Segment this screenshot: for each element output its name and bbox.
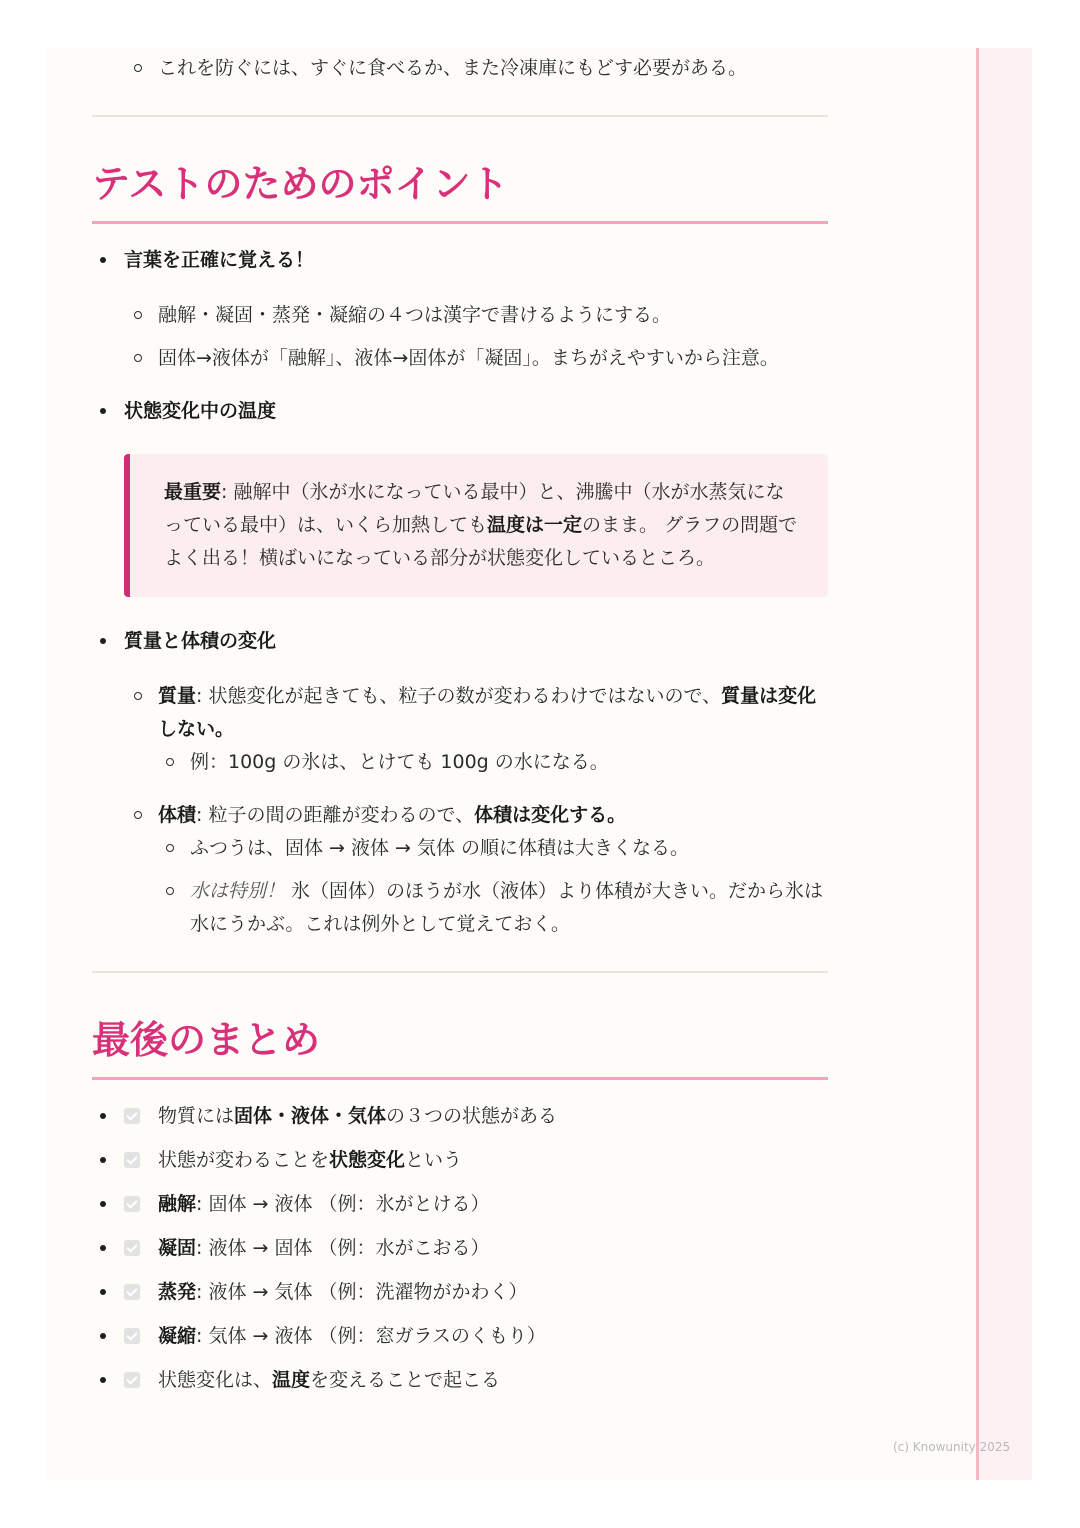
checkbox-checked-icon[interactable] bbox=[124, 1328, 140, 1344]
checklist-item bbox=[92, 1320, 828, 1353]
checkbox-checked-icon[interactable] bbox=[124, 1108, 140, 1124]
list-item bbox=[92, 832, 828, 865]
checklist-text: 物質には bbox=[158, 1105, 235, 1127]
checklist-item bbox=[92, 1100, 828, 1133]
checklist-emphasis: 凝縮 bbox=[158, 1325, 197, 1347]
checklist-item bbox=[92, 1276, 828, 1309]
checklist-emphasis: 固体・液体・気体 bbox=[234, 1105, 387, 1127]
checklist-text: 状態が変わることを bbox=[158, 1149, 330, 1171]
section-heading: 最後のまとめ bbox=[92, 1015, 828, 1080]
checklist-item bbox=[92, 1188, 828, 1221]
list-item-label: 質量と体積の変化 bbox=[124, 630, 277, 652]
list-item bbox=[92, 875, 828, 941]
list-item bbox=[92, 52, 828, 85]
checkbox-checked-icon[interactable] bbox=[124, 1284, 140, 1300]
checklist-item bbox=[92, 1144, 828, 1177]
list-item-text: 例：100g の氷は、とけても 100g の水になる。 bbox=[190, 751, 609, 773]
list-item bbox=[92, 244, 828, 277]
checklist-emphasis: 状態変化 bbox=[329, 1149, 406, 1171]
checklist-text: 状態変化は、 bbox=[158, 1369, 273, 1391]
list-item bbox=[92, 625, 828, 658]
callout-text: のまま。 グラフの問題でよく出る！横ばいになっている部分が状態変化しているところ。 bbox=[164, 514, 798, 569]
list-item-text: : 状態変化が起きても、粒子の数が変わるわけではないので、 bbox=[196, 685, 722, 707]
checklist-text: という bbox=[405, 1149, 463, 1171]
list-item-label: 状態変化中の温度 bbox=[124, 400, 277, 422]
list-item-text: : 粒子の間の距離が変わるので、 bbox=[196, 804, 475, 826]
callout-text: : 融解中（氷が水になっている最中）と、沸騰中（水が水蒸気になっている最中）は、いくら加熱しても bbox=[164, 481, 785, 536]
list-item bbox=[92, 395, 828, 428]
divider bbox=[92, 115, 828, 117]
summary-checklist bbox=[92, 1100, 828, 1397]
checkbox-checked-icon[interactable] bbox=[124, 1372, 140, 1388]
list-item bbox=[92, 746, 828, 779]
list-item bbox=[92, 342, 828, 375]
list-item bbox=[92, 799, 828, 832]
checkbox-checked-icon[interactable] bbox=[124, 1196, 140, 1212]
callout-emphasis: 最重要 bbox=[164, 481, 222, 503]
checklist-text: : 気体 → 液体 （例：窓ガラスのくもり） bbox=[196, 1325, 546, 1347]
checklist-item bbox=[92, 1364, 828, 1397]
list-item-text: 氷（固体）のほうが水（液体）より体積が大きい。だから氷は水にうかぶ。これは例外として覚えておく。 bbox=[190, 880, 824, 935]
checklist-text: : 液体 → 固体 （例：水がこおる） bbox=[196, 1237, 490, 1259]
list-item bbox=[92, 299, 828, 332]
checkbox-checked-icon[interactable] bbox=[124, 1152, 140, 1168]
list-item-label: 言葉を正確に覚える！ bbox=[124, 249, 315, 271]
list-item-text: これを防ぐには、すぐに食べるか、また冷凍庫にもどす必要がある。 bbox=[158, 57, 748, 79]
checklist-emphasis: 融解 bbox=[158, 1193, 197, 1215]
checklist-emphasis: 蒸発 bbox=[158, 1281, 197, 1303]
list-item-text: ふつうは、固体 → 液体 → 気体 の順に体積は大きくなる。 bbox=[190, 837, 690, 859]
term-label: 質量 bbox=[158, 685, 197, 707]
list-item-text: 融解・凝固・蒸発・凝縮の４つは漢字で書けるようにする。 bbox=[158, 304, 672, 326]
checklist-text: : 固体 → 液体 （例：氷がとける） bbox=[196, 1193, 490, 1215]
divider bbox=[92, 971, 828, 973]
page-content bbox=[92, 48, 828, 1397]
section-heading: テストのためのポイント bbox=[92, 159, 828, 224]
callout-emphasis: 温度は一定 bbox=[487, 514, 583, 536]
margin-strip bbox=[976, 48, 1032, 1480]
margin-line bbox=[976, 48, 979, 1480]
checklist-text: を変えることで起こる bbox=[310, 1369, 501, 1391]
term-label: 体積 bbox=[158, 804, 197, 826]
term-emphasis: 質量は変化しない。 bbox=[158, 685, 817, 740]
checklist-item bbox=[92, 1232, 828, 1265]
copyright-notice: (c) Knowunity 2025 bbox=[893, 1440, 1011, 1454]
checklist-text: : 液体 → 気体 （例：洗濯物がかわく） bbox=[196, 1281, 528, 1303]
checkbox-checked-icon[interactable] bbox=[124, 1240, 140, 1256]
checklist-emphasis: 凝固 bbox=[158, 1237, 197, 1259]
list-item bbox=[92, 680, 828, 746]
checklist-text: の３つの状態がある bbox=[386, 1105, 558, 1127]
callout-box bbox=[124, 454, 828, 597]
checklist-emphasis: 温度 bbox=[272, 1369, 311, 1391]
italic-note: 水は特別！ bbox=[190, 880, 286, 902]
list-item-text: 固体→液体が「融解」、液体→固体が「凝固」。まちがえやすいから注意。 bbox=[158, 347, 779, 369]
term-emphasis: 体積は変化する。 bbox=[474, 804, 627, 826]
